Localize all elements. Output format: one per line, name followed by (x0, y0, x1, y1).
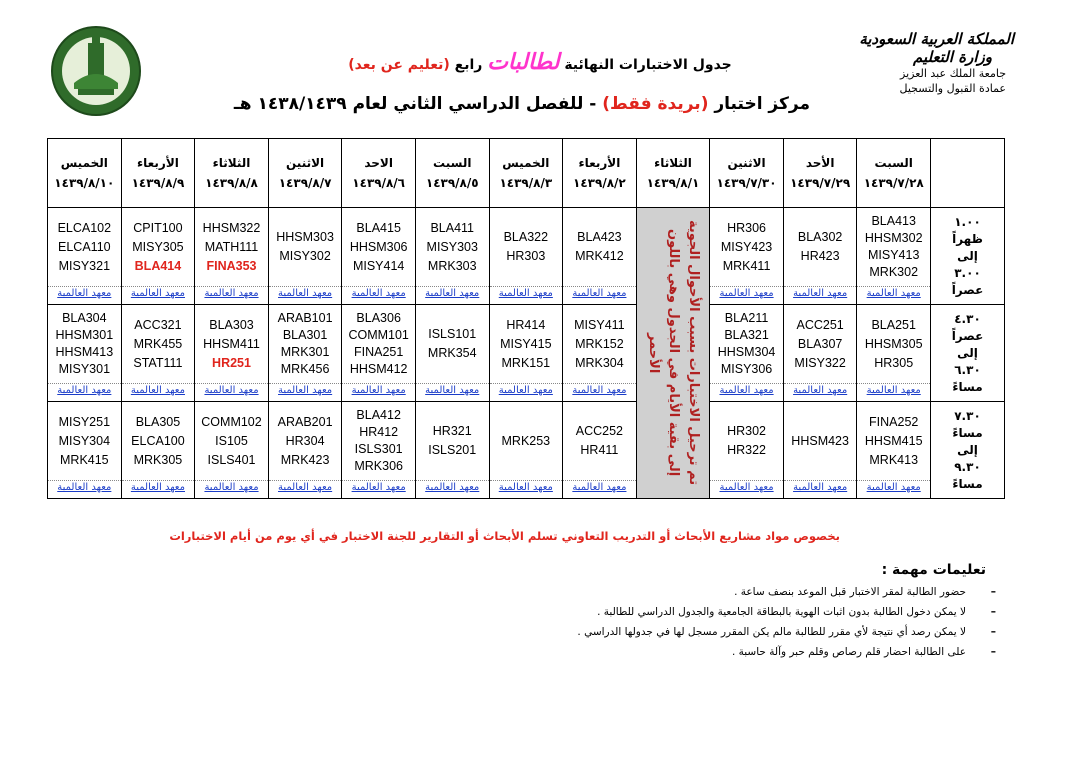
course-code: MRK152 (575, 336, 624, 351)
exam-cell (195, 305, 269, 402)
institute-link[interactable]: معهد العالمية (490, 480, 563, 497)
course-code: MISY304 (58, 433, 111, 448)
course-list (490, 402, 563, 480)
university-logo (50, 25, 142, 117)
course-code: MISY414 (352, 258, 405, 273)
course-code: FINA251 (353, 345, 404, 359)
exam-schedule-table (47, 138, 1005, 499)
course-code: BLA305 (135, 414, 181, 429)
institute-link[interactable]: معهد العالمية (563, 286, 636, 303)
day-date: ١٤٣٩/٨/٣ (499, 176, 553, 190)
course-code: MISY413 (868, 248, 920, 262)
course-code: MISY251 (58, 414, 111, 429)
day-name: الاثنين (286, 156, 325, 170)
exam-cell (415, 208, 489, 305)
exam-cell (710, 305, 784, 402)
institute-link[interactable]: معهد العالمية (416, 383, 489, 400)
course-list (48, 208, 121, 286)
course-code: HHSM412 (349, 362, 408, 376)
course-code: ISLS101 (428, 327, 477, 341)
course-code: BLA413 (871, 214, 916, 228)
day-name: السبت (433, 156, 472, 170)
instructions-title: تعليمات مهمة : (881, 562, 986, 578)
course-code: FINA252 (869, 414, 919, 429)
course-code: BLA414 (134, 258, 182, 273)
course-list (416, 402, 489, 480)
day-name: الخميس (60, 156, 108, 170)
title-part1: جدول الاختبارات النهائية (564, 57, 732, 73)
course-list (710, 305, 783, 383)
course-code: BLA303 (209, 317, 254, 332)
course-list (563, 208, 636, 286)
course-list (48, 305, 121, 383)
institute-link[interactable]: معهد العالمية (48, 286, 121, 303)
course-code: MRK306 (354, 459, 403, 473)
day-header (415, 139, 489, 208)
exam-cell (195, 402, 269, 499)
day-date: ١٤٣٩/٨/٨ (205, 176, 258, 190)
institute-link[interactable]: معهد العالمية (710, 286, 783, 303)
course-list (195, 402, 268, 480)
course-list (195, 305, 268, 383)
institute-link[interactable]: معهد العالمية (122, 480, 195, 497)
title-students: لطالبات (487, 50, 560, 75)
course-list (195, 208, 268, 286)
course-list (563, 305, 636, 383)
course-code: MRK305 (133, 452, 183, 467)
time-slot-label: ٤.٣٠ عصراً إلى ٦.٣٠ مساءً (931, 305, 1005, 402)
institute-link[interactable]: معهد العالمية (784, 383, 857, 400)
course-code: MRK412 (575, 249, 624, 263)
course-code: HHSM304 (717, 345, 776, 359)
day-header (783, 139, 857, 208)
day-name: الاثنين (727, 156, 766, 170)
course-list (342, 208, 415, 286)
course-code: HHSM423 (791, 433, 849, 448)
course-code: BLA321 (724, 328, 769, 342)
course-code: HR423 (800, 249, 840, 263)
day-header-row (48, 139, 1005, 208)
semester-label: - للفصل الدراسي الثاني لعام ١٤٣٨/١٤٣٩ هـ (233, 94, 597, 114)
exam-cell (857, 208, 931, 305)
course-code: COMM102 (201, 414, 262, 429)
exam-cell (48, 208, 122, 305)
course-code: STAT111 (133, 355, 183, 370)
institute-link[interactable]: معهد العالمية (195, 383, 268, 400)
center-label: مركز اختبار (714, 94, 810, 114)
course-list (857, 305, 930, 383)
exam-cell (489, 402, 563, 499)
course-code: MATH111 (204, 239, 259, 254)
day-header (195, 139, 269, 208)
exam-cell (857, 402, 931, 499)
ministry-name: وزارة التعليم (913, 48, 992, 66)
course-code: ACC251 (796, 317, 844, 332)
institute-link[interactable]: معهد العالمية (416, 480, 489, 497)
exam-cell (195, 208, 269, 305)
course-code: BLA412 (356, 408, 401, 422)
course-code: HR305 (874, 355, 914, 370)
institute-link[interactable]: معهد العالمية (342, 383, 415, 400)
projects-note: بخصوص مواد مشاريع الأبحاث أو التدريب التعاوني تسلم الأبحاث أو التقارير للجنة الاختبار في أي يوم من أيام الاختبارات (169, 529, 840, 543)
day-date: ١٤٣٩/٧/٢٩ (790, 176, 851, 190)
day-header (563, 139, 637, 208)
course-code: MISY306 (720, 362, 773, 376)
course-code: MRK423 (280, 452, 330, 467)
time-slot-label: ٧.٣٠ مساءً إلى ٩.٣٠ مساءً (931, 402, 1005, 499)
university-name: جامعة الملك عبد العزيز (900, 67, 1006, 80)
course-code: IS105 (215, 433, 248, 448)
slot-row (48, 305, 1005, 402)
course-code: CPIT100 (133, 220, 183, 235)
course-code: BLA301 (282, 328, 328, 342)
course-code: HR411 (580, 443, 619, 457)
course-code: MRK253 (501, 433, 551, 448)
deanship-name: عمادة القبول والتسجيل (899, 82, 1006, 95)
course-code: MISY423 (720, 239, 773, 254)
course-list (710, 402, 783, 480)
exam-cell (783, 305, 857, 402)
course-code: BLA251 (871, 317, 916, 332)
course-list (784, 305, 857, 383)
title-part2: رابع (454, 57, 483, 73)
course-code: MISY305 (132, 239, 184, 254)
course-list (710, 208, 783, 286)
course-code: HR303 (506, 249, 546, 263)
course-code: ISLS201 (428, 443, 477, 457)
exam-cell (121, 305, 195, 402)
institute-link[interactable]: معهد العالمية (490, 286, 563, 303)
course-code: MRK415 (60, 452, 109, 467)
course-code: MRK302 (869, 265, 919, 279)
course-code: HR412 (359, 425, 399, 439)
day-header (857, 139, 931, 208)
exam-cell (268, 208, 342, 305)
institute-link[interactable]: معهد العالمية (342, 480, 415, 497)
course-list (857, 208, 930, 286)
course-list (490, 305, 563, 383)
course-list (269, 208, 342, 286)
day-name: الثلاثاء (212, 156, 251, 170)
course-list (122, 305, 195, 383)
day-date: ١٤٣٩/٧/٢٨ (863, 176, 924, 190)
institute-link[interactable]: معهد العالمية (710, 383, 783, 400)
course-code: MISY302 (279, 249, 331, 263)
course-code: MRK456 (280, 362, 330, 376)
exam-cell (563, 305, 637, 402)
exam-cell (342, 402, 416, 499)
exam-cell (857, 305, 931, 402)
course-code: HR302 (727, 424, 767, 438)
postponed-note: تم ترحيل الاختبارات بسبب الأحوال الجوية إلى بقية الأيام في الجدول وهي باللون الأحمر (645, 220, 701, 486)
course-list (784, 208, 857, 286)
instruction-item: – على الطالبة احضار قلم رصاص وقلم حبر وآلة حاسبة . (496, 642, 996, 662)
course-list (269, 305, 342, 383)
course-code: HR306 (727, 220, 767, 235)
course-code: HR321 (432, 424, 472, 438)
instructions-list (496, 582, 996, 662)
course-code: HHSM322 (202, 220, 261, 235)
exam-cell (121, 402, 195, 499)
exam-cell (121, 208, 195, 305)
institute-link[interactable]: معهد العالمية (416, 286, 489, 303)
exam-cell (342, 208, 416, 305)
institute-link[interactable]: معهد العالمية (269, 286, 342, 303)
course-code: HR304 (285, 433, 325, 448)
course-code: MRK151 (501, 355, 551, 370)
course-code: MISY415 (500, 336, 552, 351)
course-code: HHSM301 (55, 328, 114, 342)
course-list (416, 305, 489, 383)
day-date: ١٤٣٩/٨/١ (646, 176, 700, 190)
institute-link[interactable]: معهد العالمية (269, 383, 342, 400)
course-code: BLA322 (503, 230, 549, 244)
course-code: MISY322 (794, 355, 846, 370)
instruction-item: – لا يمكن دخول الطالبة بدون اثبات الهوية بالبطاقة الجامعية والجدول الدراسي للطالبة . (496, 602, 996, 622)
course-code: BLA423 (577, 230, 622, 244)
institute-link[interactable]: معهد العالمية (122, 286, 195, 303)
course-list (416, 208, 489, 286)
course-code: MRK301 (280, 345, 330, 359)
kingdom-name: المملكة العربية السعودية (859, 30, 1014, 48)
course-code: MRK354 (427, 346, 477, 360)
course-code: MISY411 (574, 317, 625, 332)
institute-link[interactable]: معهد العالمية (269, 480, 342, 497)
day-header (636, 139, 710, 208)
course-code: HR251 (212, 355, 251, 370)
course-code: ISLS401 (207, 452, 256, 467)
day-name: الأربعاء (136, 156, 179, 170)
institute-link[interactable]: معهد العالمية (195, 480, 268, 497)
day-name: السبت (874, 156, 913, 170)
course-code: BLA307 (797, 336, 843, 351)
institute-link[interactable]: معهد العالمية (563, 480, 636, 497)
title-distance: (تعليم عن بعد) (348, 57, 450, 73)
institute-link[interactable]: معهد العالمية (563, 383, 636, 400)
course-list (490, 208, 563, 286)
course-code: MRK413 (869, 452, 919, 467)
institute-link[interactable]: معهد العالمية (857, 383, 930, 400)
instruction-item: – لا يمكن رصد أي نتيجة لأي مقرر للطالبة مالم يكن المقرر مسجل لها في جدولها الدراسي . (496, 622, 996, 642)
institute-link[interactable]: معهد العالمية (122, 383, 195, 400)
exam-cell (563, 402, 637, 499)
course-code: BLA304 (62, 311, 107, 325)
course-code: BLA302 (797, 230, 843, 244)
course-code: FINA353 (206, 258, 257, 273)
institute-link[interactable]: معهد العالمية (195, 286, 268, 303)
exam-cell (710, 208, 784, 305)
course-code: MRK411 (722, 258, 771, 273)
course-list (269, 402, 342, 480)
institute-link[interactable]: معهد العالمية (857, 286, 930, 303)
day-name: الاحد (364, 156, 393, 170)
course-code: HR322 (727, 443, 767, 457)
exam-cell (563, 208, 637, 305)
course-code: MISY321 (58, 258, 111, 273)
exam-cell (268, 402, 342, 499)
postponed-note-cell (636, 208, 710, 499)
course-code: BLA211 (724, 311, 769, 325)
course-code: ISLS301 (354, 442, 403, 456)
day-header (268, 139, 342, 208)
course-code: COMM101 (348, 328, 409, 342)
time-slot-label: ١.٠٠ ظهراً إلى ٣.٠٠ عصراً (931, 208, 1005, 305)
exam-cell (710, 402, 784, 499)
course-code: BLA306 (356, 311, 401, 325)
course-code: BLA415 (356, 220, 401, 235)
course-code: MISY303 (426, 239, 478, 254)
course-list (857, 402, 930, 480)
day-name: الأحد (805, 156, 835, 170)
day-date: ١٤٣٩/٨/٥ (425, 176, 479, 190)
course-code: HHSM302 (864, 231, 923, 245)
course-code: HR414 (506, 317, 546, 332)
institute-link[interactable]: معهد العالمية (48, 383, 121, 400)
institute-link[interactable]: معهد العالمية (784, 480, 857, 497)
course-list (342, 305, 415, 383)
course-code: ELCA102 (57, 220, 112, 235)
course-code: HHSM415 (864, 433, 923, 448)
course-code: HHSM305 (864, 336, 923, 351)
course-code: ACC252 (575, 424, 624, 438)
course-list (122, 208, 195, 286)
institute-link[interactable]: معهد العالمية (48, 480, 121, 497)
day-header (489, 139, 563, 208)
course-code: ARAB201 (277, 414, 333, 429)
page-subtitle (233, 94, 810, 114)
day-date: ١٤٣٩/٨/١٠ (54, 176, 115, 190)
institute-link[interactable]: معهد العالمية (784, 286, 857, 303)
course-list (563, 402, 636, 480)
course-code: HHSM306 (349, 239, 408, 254)
day-name: الخميس (502, 156, 550, 170)
day-header (48, 139, 122, 208)
course-list (122, 402, 195, 480)
exam-cell (268, 305, 342, 402)
day-date: ١٤٣٩/٨/٧ (278, 176, 332, 190)
exam-cell (48, 305, 122, 402)
exam-cell (783, 402, 857, 499)
course-code: HHSM303 (276, 230, 334, 244)
course-code: BLA411 (430, 220, 475, 235)
slot-row (48, 402, 1005, 499)
slot-row (48, 208, 1005, 305)
day-date: ١٤٣٩/٨/٢ (573, 176, 626, 190)
exam-cell (783, 208, 857, 305)
day-name: الأربعاء (578, 156, 621, 170)
instruction-item: – حضور الطالبة لمقر الاختبار قبل الموعد بنصف ساعة . (496, 582, 996, 602)
day-date: ١٤٣٩/٨/٩ (131, 176, 185, 190)
course-code: MRK455 (133, 336, 183, 351)
ministry-header (814, 30, 1014, 96)
day-header (121, 139, 195, 208)
course-code: MISY301 (58, 362, 111, 376)
page-title (300, 50, 780, 75)
institute-link[interactable]: معهد العالمية (490, 383, 563, 400)
course-code: MRK304 (575, 355, 624, 370)
exam-cell (415, 305, 489, 402)
course-list (48, 402, 121, 480)
course-list (784, 402, 857, 480)
course-code: MRK303 (427, 258, 477, 273)
day-date: ١٤٣٩/٧/٣٠ (716, 176, 777, 190)
exam-cell (489, 305, 563, 402)
corner-cell (931, 139, 1005, 208)
course-list (342, 402, 415, 480)
course-code: ACC321 (134, 317, 182, 332)
day-name: الثلاثاء (654, 156, 692, 170)
course-code: ARAB101 (277, 311, 333, 325)
institute-link[interactable]: معهد العالمية (342, 286, 415, 303)
course-code: HHSM413 (55, 345, 114, 359)
day-header (342, 139, 416, 208)
exam-cell (489, 208, 563, 305)
exam-cell (342, 305, 416, 402)
exam-cell (48, 402, 122, 499)
course-code: HHSM411 (203, 336, 260, 351)
institute-link[interactable]: معهد العالمية (710, 480, 783, 497)
exam-cell (415, 402, 489, 499)
institute-link[interactable]: معهد العالمية (857, 480, 930, 497)
center-name: (بريدة فقط) (602, 94, 709, 114)
course-code: ELCA100 (131, 433, 185, 448)
day-date: ١٤٣٩/٨/٦ (352, 176, 406, 190)
course-code: ELCA110 (58, 239, 111, 254)
day-header (710, 139, 784, 208)
